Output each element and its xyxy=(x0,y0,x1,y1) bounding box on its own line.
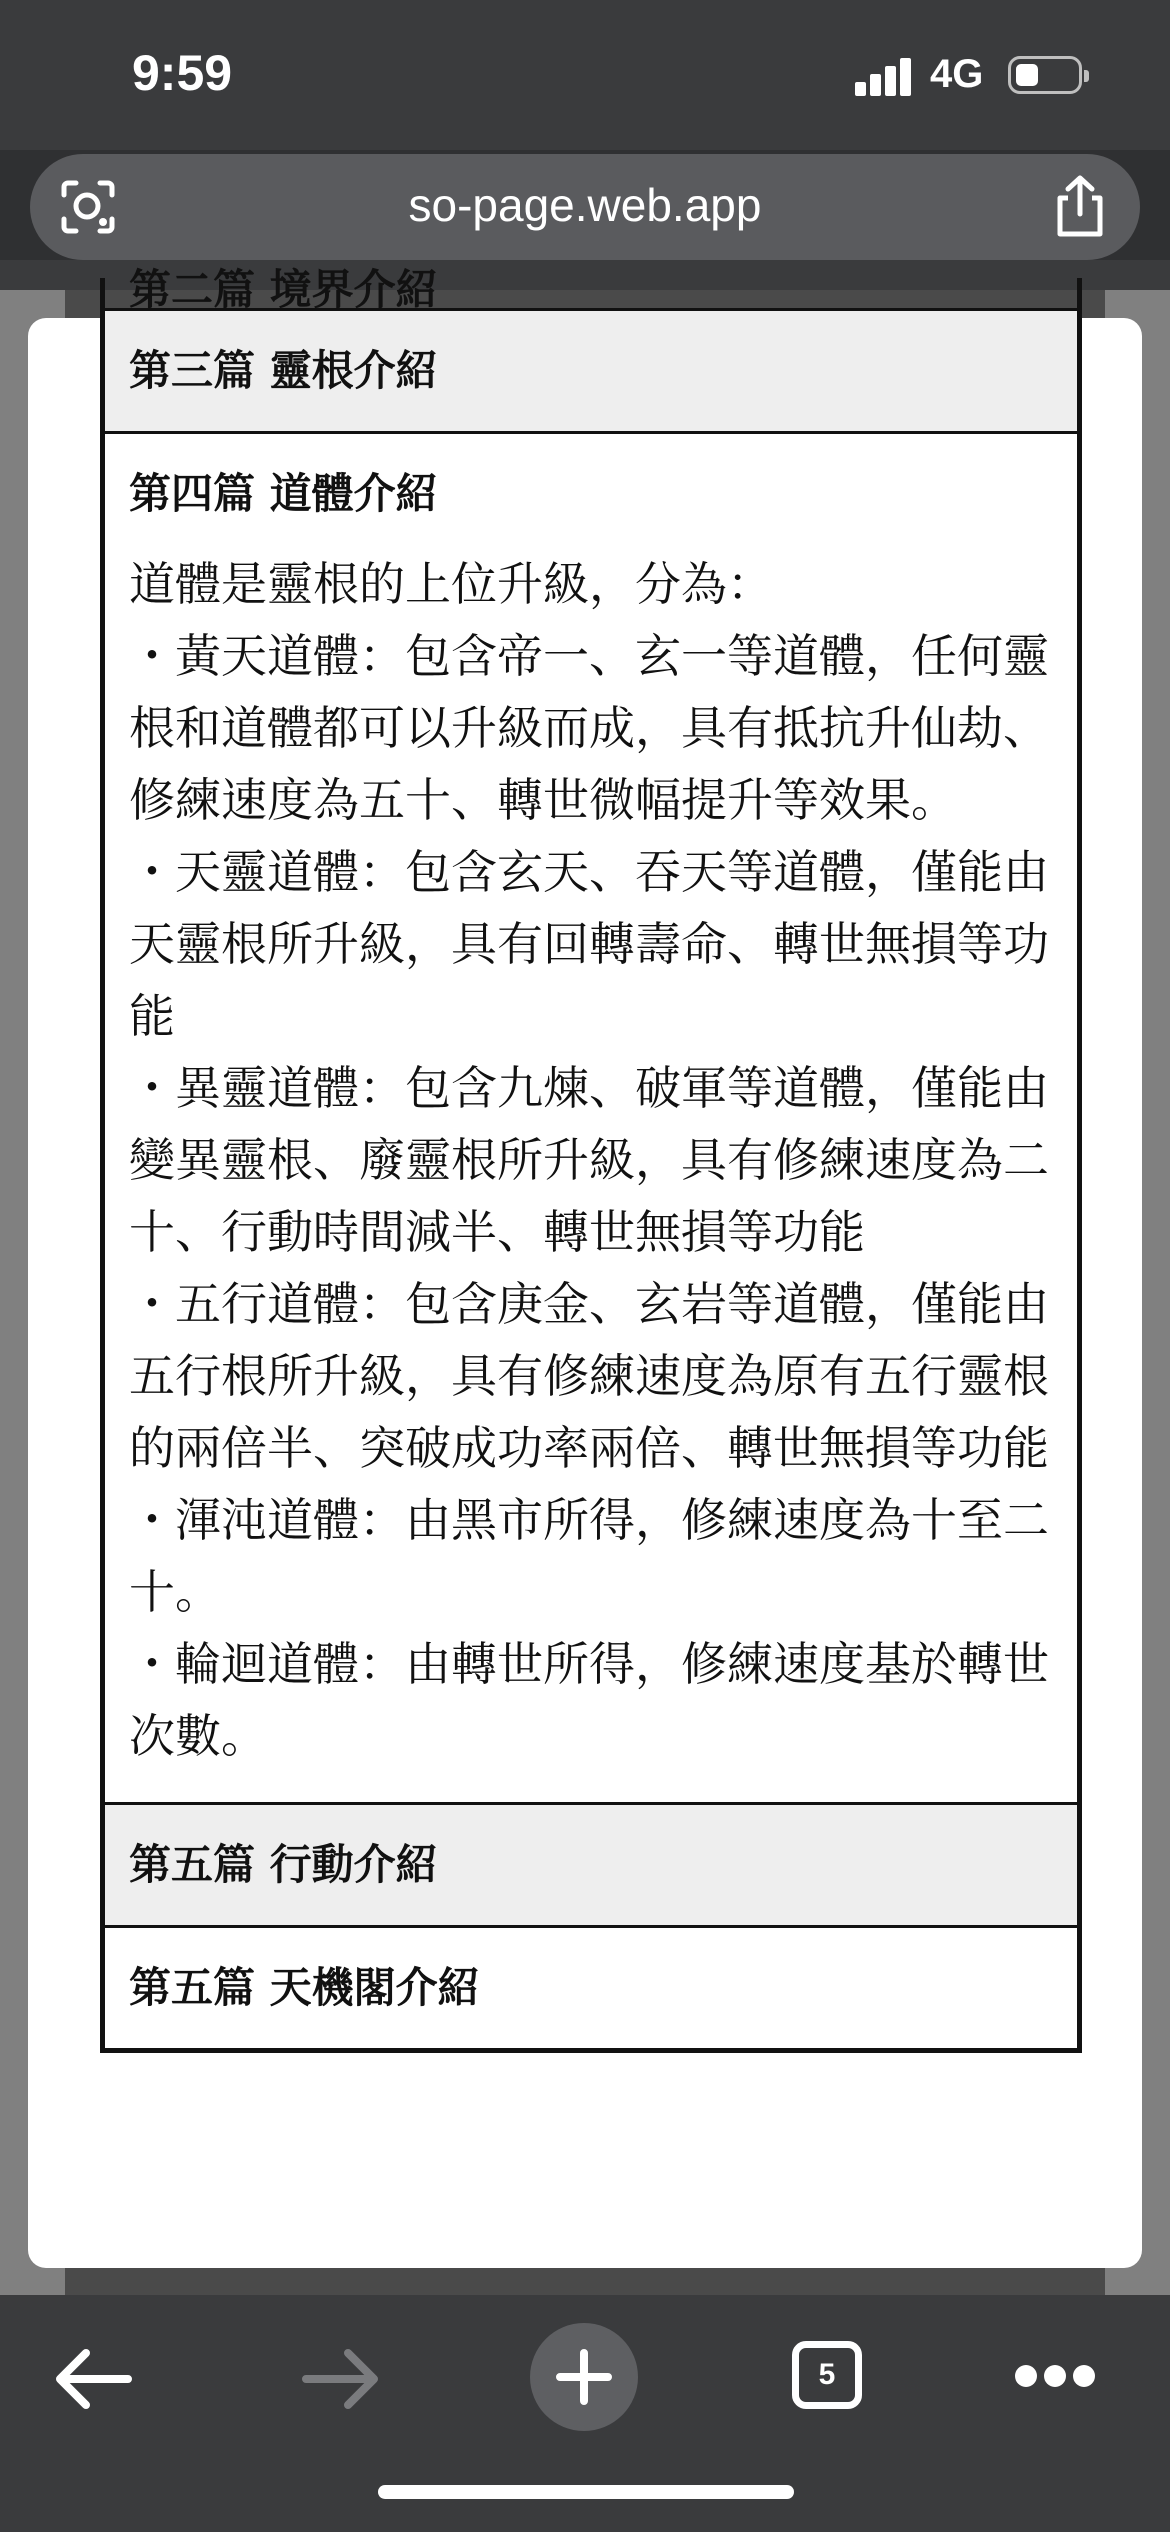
section-title: 第二篇 境界介紹 xyxy=(129,265,438,314)
body-paragraph: ・渾沌道體：由黑市所得，修練速度為十至二十。 xyxy=(129,1493,1049,1619)
status-time: 9:59 xyxy=(132,45,233,101)
section-row-2[interactable] xyxy=(105,230,1077,314)
section-body xyxy=(129,548,1053,1802)
body-paragraph: ・五行道體：包含庚金、玄岩等道體，僅能由五行根所升級，具有修練速度為原有五行靈根的兩倍半、突破成功率兩倍、轉世無損等功能 xyxy=(129,1277,1049,1475)
more-options-icon[interactable] xyxy=(1015,2365,1095,2389)
body-paragraph: ・輪迴道體：由轉世所得，修練速度基於轉世次數。 xyxy=(129,1637,1049,1763)
modal-card xyxy=(28,265,1142,2268)
back-arrow-icon[interactable] xyxy=(46,2331,142,2427)
network-type: 4G xyxy=(930,52,984,96)
tab-switcher-button[interactable]: 5 xyxy=(792,2341,862,2409)
body-paragraph: 道體是靈根的上位升級，分為： xyxy=(129,557,773,611)
url-text[interactable]: so-page.web.app xyxy=(408,179,762,231)
section-row-4[interactable] xyxy=(105,434,1077,1805)
section-row-3[interactable] xyxy=(105,311,1077,434)
body-paragraph: ・天靈道體：包含玄天、吞天等道體，僅能由天靈根所升級，具有回轉壽命、轉世無損等功能 xyxy=(129,845,1049,1043)
section-list xyxy=(100,265,1082,2053)
cellular-signal-icon xyxy=(855,58,913,96)
section-title: 第五篇 天機閣介紹 xyxy=(129,1963,480,2012)
section-row-6[interactable] xyxy=(105,1928,1077,2048)
section-title: 第四篇 道體介紹 xyxy=(129,469,438,518)
status-bar xyxy=(0,0,1170,150)
section-title: 第五篇 行動介紹 xyxy=(129,1840,438,1889)
new-tab-button[interactable] xyxy=(530,2323,638,2431)
body-paragraph: ・黃天道體：包含帝一、玄一等道體，任何靈根和道體都可以升級而成，具有抵抗升仙劫、修練速度為五十、轉世微幅提升等效果。 xyxy=(129,629,1049,827)
plus-icon xyxy=(556,2349,612,2405)
section-row-5[interactable] xyxy=(105,1805,1077,1928)
home-indicator[interactable] xyxy=(378,2485,794,2499)
body-paragraph: ・異靈道體：包含九煉、破軍等道體，僅能由變異靈根、廢靈根所升級，具有修練速度為二十、行動時間減半、轉世無損等功能 xyxy=(129,1061,1049,1259)
section-title: 第三篇 靈根介紹 xyxy=(129,346,438,395)
battery-icon xyxy=(1008,56,1082,94)
forward-arrow-icon[interactable] xyxy=(292,2331,388,2427)
